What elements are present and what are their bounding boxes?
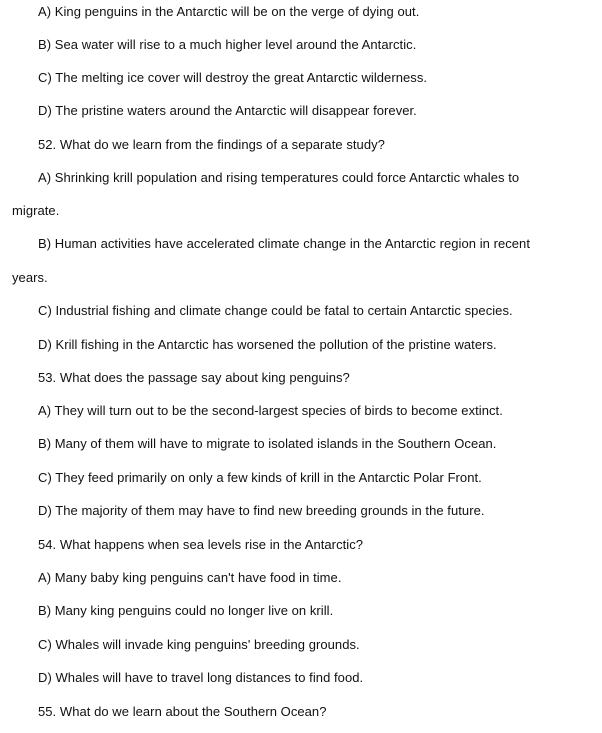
- q53-option-b: B) Many of them will have to migrate to isolated islands in the Southern Ocean.: [38, 436, 497, 451]
- q51-option-c: C) The melting ice cover will destroy the great Antarctic wilderness.: [38, 70, 428, 85]
- q52-option-a-line2: migrate.: [12, 203, 60, 218]
- q51-option-b: B) Sea water will rise to a much higher level around the Antarctic.: [38, 37, 417, 52]
- q52-option-a-line1: A) Shrinking krill population and rising temperatures could force Antarctic whales to: [38, 170, 520, 185]
- q52-question: 52. What do we learn from the findings of a separate study?: [38, 137, 385, 152]
- q53-option-c: C) They feed primarily on only a few kinds of krill in the Antarctic Polar Front.: [38, 470, 482, 485]
- q54-option-a: A) Many baby king penguins can't have food in time.: [38, 570, 342, 585]
- q53-option-a: A) They will turn out to be the second-largest species of birds to become extinct.: [38, 403, 503, 418]
- q54-option-b: B) Many king penguins could no longer live on krill.: [38, 603, 334, 618]
- q52-option-c: C) Industrial fishing and climate change could be fatal to certain Antarctic species.: [38, 303, 513, 318]
- q54-question: 54. What happens when sea levels rise in the Antarctic?: [38, 537, 364, 552]
- q54-option-c: C) Whales will invade king penguins' breeding grounds.: [38, 637, 360, 652]
- q54-option-d: D) Whales will have to travel long distances to find food.: [38, 670, 364, 685]
- q52-option-d: D) Krill fishing in the Antarctic has worsened the pollution of the pristine waters.: [38, 337, 497, 352]
- q53-question: 53. What does the passage say about king penguins?: [38, 370, 350, 385]
- q52-option-b-line2: years.: [12, 270, 48, 285]
- q55-question: 55. What do we learn about the Southern Ocean?: [38, 704, 327, 719]
- q53-option-d: D) The majority of them may have to find new breeding grounds in the future.: [38, 503, 485, 518]
- q52-option-b-line1: B) Human activities have accelerated climate change in the Antarctic region in recent: [38, 236, 531, 251]
- q51-option-d: D) The pristine waters around the Antarctic will disappear forever.: [38, 103, 417, 118]
- q51-option-a: A) King penguins in the Antarctic will be on the verge of dying out.: [38, 4, 420, 19]
